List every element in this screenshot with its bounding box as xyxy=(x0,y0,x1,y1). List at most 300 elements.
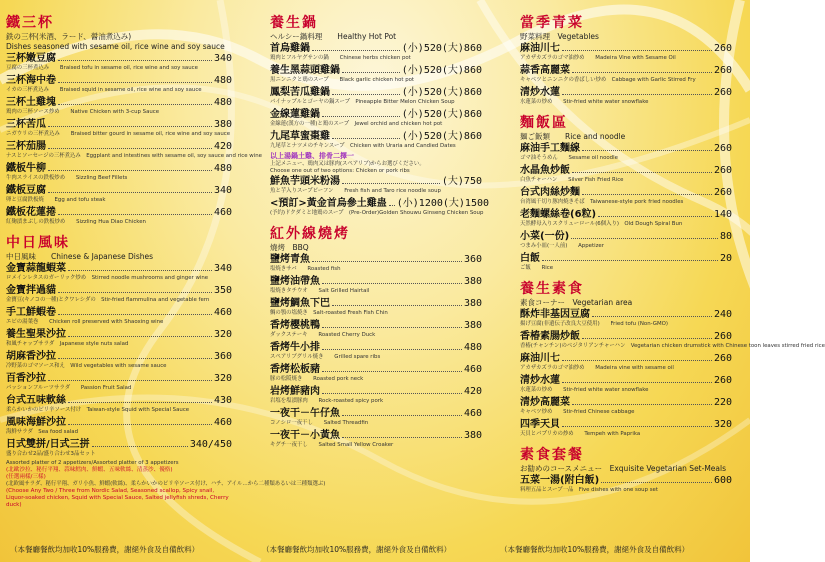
menu-item-name: 酥炸非基因豆腐 xyxy=(520,309,590,320)
menu-item-name: 三杯苦瓜 xyxy=(6,119,46,130)
menu-item-name: 五菜一湯(附白飯) xyxy=(520,475,600,486)
dot-leader xyxy=(68,424,212,425)
menu-item xyxy=(520,330,825,350)
dot-leader xyxy=(332,94,400,95)
menu-item-line xyxy=(6,74,232,87)
menu-item-description: ゴマ油そうめん Sesame oil noodle xyxy=(520,155,618,161)
menu-item-description: アカザカズラのゴマ油炒め Madeira vine with sesame oil xyxy=(520,365,674,371)
menu-item-name: 一夜干－午仔魚 xyxy=(270,408,340,419)
column-middle xyxy=(270,14,490,451)
menu-item-line xyxy=(270,64,482,77)
menu-item-price: 380 xyxy=(463,298,482,309)
section-title: 鐵三杯 xyxy=(6,15,54,31)
menu-item xyxy=(270,253,482,273)
menu-item-price: 340 xyxy=(213,263,232,274)
menu-item-description: イカの三杯煮込み Braised squid in sesame oil, rice wine and soy sauce xyxy=(6,87,202,93)
menu-item-line xyxy=(520,64,732,77)
dot-leader xyxy=(48,380,212,381)
menu-item-description: 豆腐の三杯煮込み Braised tofu in sesame oil, rice wine and soy sauce xyxy=(6,65,198,71)
menu-item-price: 320 xyxy=(213,373,232,384)
menu-item-description: 塩焼きタチウオ Salt Grilled Hairtail xyxy=(270,288,370,294)
section-title: 養生鍋 xyxy=(270,15,318,31)
section-healthy-hotpot xyxy=(270,14,490,217)
menu-item-line xyxy=(270,108,482,121)
dot-leader xyxy=(572,404,712,405)
menu-item-description: 豚の松阪焼き Roasted pork neck xyxy=(270,376,364,382)
menu-item-price: 380 xyxy=(463,276,482,287)
menu-item-price: 600 xyxy=(713,475,732,486)
menu-item xyxy=(6,52,232,72)
menu-item-price: (大)750 xyxy=(441,176,482,187)
menu-item-price: 460 xyxy=(463,408,482,419)
menu-item-price: (小)520(大)860 xyxy=(401,65,482,76)
menu-item-description: コノシロ一夜干し Salted Threadfin xyxy=(270,420,369,426)
menu-item-price: 260 xyxy=(713,165,732,176)
menu-item-description: 鯛の顎の塩焼き Salt-roasted Fresh Fish Chin xyxy=(270,310,388,316)
menu-item xyxy=(520,208,732,228)
menu-item-description: ニガウリの三杯煮込み Braised bitter gourd in sesame oil, rice wine and soy sauce xyxy=(6,131,231,137)
dot-leader xyxy=(312,261,462,262)
menu-item-name: 麻油手工麵線 xyxy=(520,143,580,154)
menu-item-price: 480 xyxy=(213,163,232,174)
dot-leader xyxy=(322,283,462,284)
menu-item-price: 320 xyxy=(213,329,232,340)
menu-item xyxy=(270,407,482,427)
menu-item-name: 一夜干－小黃魚 xyxy=(270,430,340,441)
menu-item-line xyxy=(6,118,232,131)
menu-item-name: 台式五味軟絲 xyxy=(6,395,66,406)
menu-item-name: 鐵板牛柳 xyxy=(6,163,46,174)
menu-item xyxy=(520,252,732,272)
menu-item-description: 卵と豆腐鉄板焼 Egg and tofu steak xyxy=(6,197,106,203)
hotpot-note-jp: 上記メニュー、鶏肉又は豚肉(スペアリブ)からお選びください。 xyxy=(270,161,425,167)
menu-item xyxy=(520,142,732,162)
menu-item-name: 鐵板豆腐 xyxy=(6,185,46,196)
menu-item-name: 麻油川七 xyxy=(520,43,560,54)
menu-item-price: 260 xyxy=(713,43,732,54)
dot-leader xyxy=(58,314,212,315)
menu-item-name: 鹽烤青魚 xyxy=(270,254,310,265)
menu-item-price: 340/450 xyxy=(189,439,232,450)
section-infrared-bbq xyxy=(270,225,482,449)
menu-item-price: 260 xyxy=(713,187,732,198)
menu-item-price: 260 xyxy=(713,375,732,386)
menu-item-line xyxy=(6,416,232,429)
menu-item-line xyxy=(270,407,482,420)
menu-item xyxy=(520,418,732,438)
menu-item xyxy=(520,164,732,184)
dot-leader xyxy=(572,72,712,73)
menu-item-line xyxy=(6,306,232,319)
menu-item xyxy=(270,130,482,150)
dot-leader xyxy=(58,82,212,83)
menu-item-price: 350 xyxy=(213,285,232,296)
menu-item-price: (小)520(大)860 xyxy=(401,131,482,142)
dot-leader xyxy=(598,216,712,217)
section-seasonal-vegetables xyxy=(520,14,732,106)
menu-item-name: 鹽烤油帶魚 xyxy=(270,276,320,287)
dot-leader xyxy=(582,194,712,195)
section-subtitle: 素食コーナー Vegetarian area xyxy=(520,298,633,307)
dot-leader xyxy=(48,148,212,149)
dot-leader xyxy=(332,305,462,306)
menu-item-description: 揚げ豆腐(非遺伝子改良大豆使用) Fried tofu (Non-GMO) xyxy=(520,321,668,327)
section-subtitle: 燒烤 BBQ xyxy=(270,243,309,252)
menu-item-line xyxy=(270,319,482,332)
menu-item-line xyxy=(6,162,232,175)
menu-item xyxy=(520,186,732,206)
menu-item-price: 380 xyxy=(213,119,232,130)
platter-choose-zh: (任選兩樣/三樣) xyxy=(6,474,46,480)
menu-item xyxy=(6,184,232,204)
dot-leader xyxy=(342,183,440,184)
menu-item xyxy=(520,374,732,394)
dot-leader xyxy=(58,358,212,359)
menu-item xyxy=(270,341,482,361)
menu-item-name: 小菜(一份) xyxy=(520,231,570,242)
menu-item-line xyxy=(6,372,232,385)
menu-item xyxy=(6,74,232,94)
menu-item-price: 360 xyxy=(213,351,232,362)
menu-item-description: 金寶豆(キノコの一種)とクワレシダの Stir-fried flammulina and vegetable fern xyxy=(6,297,210,303)
dot-leader xyxy=(542,260,718,261)
menu-item xyxy=(270,175,482,195)
menu-item xyxy=(270,197,490,217)
menu-item-price: 240 xyxy=(713,309,732,320)
menu-item-description: 香椿(チャンチン)のベジタリアンチャーハン Vegetarian chicken drumstick with Chinese toon leaves stirred fried rice xyxy=(520,343,825,349)
menu-item-description: キグチ一夜干し Salted Small Yellow Croaker xyxy=(270,442,394,448)
dot-leader xyxy=(322,327,462,328)
menu-item-name: 養生聖果沙拉 xyxy=(6,329,66,340)
menu-item-description: 天貝とパプリカの炒め Tempeh with Paprika xyxy=(520,431,641,437)
menu-item-name: <預訂>黃金首烏參土雞蛊 xyxy=(270,198,387,209)
menu-item xyxy=(6,118,232,138)
menu-item-price: 420 xyxy=(463,386,482,397)
dot-leader xyxy=(58,104,212,105)
menu-item-line xyxy=(270,175,482,188)
menu-item-name: 香烤松板豬 xyxy=(270,364,320,375)
menu-item-description: 和風チャップサラダ Japanese style nuts salad xyxy=(6,341,129,347)
menu-item-line xyxy=(520,396,732,409)
menu-item xyxy=(6,96,232,116)
platter-options-zh: (北歐沙拉、秘行平翔、蒜味鱈肉、鮮蝦、五味軟絲、清蒸沙、優格) xyxy=(6,467,173,473)
menu-item-description: アカザカズラのゴマ油炒め Madeira Vine with Sesame Oil xyxy=(520,55,676,61)
section-title: 素食套餐 xyxy=(520,447,584,463)
menu-item xyxy=(6,206,232,226)
menu-item-name: 百香沙拉 xyxy=(6,373,46,384)
menu-item-name: 胡麻香沙拉 xyxy=(6,351,56,362)
section-title: 紅外線燒烤 xyxy=(270,226,350,242)
dot-leader xyxy=(58,214,212,215)
menu-item-line xyxy=(270,197,490,210)
section-subtitle: 野菜料理 Vegetables xyxy=(520,32,599,41)
menu-item-name: 香椿素腸炒飯 xyxy=(520,331,580,342)
menu-item-description: つまみ小皿(一人前) Appetizer xyxy=(520,243,604,249)
menu-item xyxy=(520,64,732,84)
menu-item-description: 料理五品とスープ一品 Five dishes with one soup set xyxy=(520,487,658,493)
section-vegetarian-set xyxy=(520,446,732,494)
menu-item-price: 340 xyxy=(213,185,232,196)
menu-item-line xyxy=(270,429,482,442)
menu-item-line xyxy=(270,363,482,376)
dot-leader xyxy=(322,393,462,394)
menu-item xyxy=(6,372,232,392)
menu-item-name: 養生黑蒜頭雞鍋 xyxy=(270,65,340,76)
menu-item-description: 水蓮菜の炒め Stir-fried white water snowflake xyxy=(520,387,649,393)
menu-item-description: ロメインレタスのガーリック炒め Stirred noodle mushrooms and ginger wine xyxy=(6,275,209,281)
menu-item-name: 台式肉絲炒麵 xyxy=(520,187,580,198)
section-title: 當季青菜 xyxy=(520,15,584,31)
menu-item-line xyxy=(6,52,232,65)
menu-item-price: 320 xyxy=(713,419,732,430)
menu-item-name: 鹽烤鯛魚下巴 xyxy=(270,298,330,309)
section-subtitle: 麺ご飯類 Rice and noodle xyxy=(520,132,626,141)
dot-leader xyxy=(562,360,712,361)
menu-item xyxy=(520,86,732,106)
menu-item-description: ご飯 Rice xyxy=(520,265,554,271)
menu-item-price: (小)520(大)860 xyxy=(401,87,482,98)
menu-item-line xyxy=(520,252,732,265)
menu-item-description: 魚と芋入りスープビーフン Fresh fish and Taro rice noodle soup xyxy=(270,188,441,194)
column-right xyxy=(520,14,825,496)
hotpot-note-en: Choose one out of two options: Chicken or pork ribs xyxy=(270,168,410,174)
dot-leader xyxy=(572,172,712,173)
dot-leader xyxy=(562,50,712,51)
menu-item-price: 20 xyxy=(719,253,732,264)
platter-note-en: Assorted platter of 2 appetizers/Assorted platter of 3 appetizers xyxy=(6,460,179,466)
menu-item-name: 三杯海中卷 xyxy=(6,75,56,86)
menu-item-description: 鶏肉の三杯ソース炒め Native Chicken with 3-cup Sauce xyxy=(6,109,160,115)
hotpot-note-zh: 以上湯鍋土雞、排骨二擇一 xyxy=(270,152,354,160)
menu-item xyxy=(270,429,482,449)
menu-item-name: 鮮魚芋頭米粉湯 xyxy=(270,176,340,187)
menu-item-price: (小)520(大)860 xyxy=(401,109,482,120)
dot-leader xyxy=(582,338,712,339)
menu-item-line xyxy=(520,352,732,365)
menu-item-price: (小)520(大)860 xyxy=(401,43,482,54)
menu-item xyxy=(6,162,232,182)
menu-item-line xyxy=(6,140,232,153)
menu-item xyxy=(270,385,482,405)
menu-item-price: 340 xyxy=(213,53,232,64)
menu-item-line xyxy=(270,297,482,310)
menu-item-price: 460 xyxy=(463,364,482,375)
footer-note-left: （本餐廳餐飲均加收10%服務費，謝絕外食及自備飲料） xyxy=(10,545,200,554)
menu-item-description: 台湾風千切り豚肉焼きそば Taiwanese-style pork fried noodles xyxy=(520,199,684,205)
menu-item xyxy=(270,108,482,128)
menu-item-name: 金寶蒜龍蝦菜 xyxy=(6,263,66,274)
menu-item-price: 360 xyxy=(463,254,482,265)
footer-note-middle: （本餐廳餐飲均加收10%服務費，謝絕外食及自備飲料） xyxy=(262,545,452,554)
menu-item-name: 四季天貝 xyxy=(520,419,560,430)
section-title: 麵飯區 xyxy=(520,115,568,131)
dot-leader xyxy=(68,270,212,271)
menu-item-description: スペアリブグリル焼き Grilled spare ribs xyxy=(270,354,381,360)
menu-item xyxy=(270,42,482,62)
section-title: 中日風味 xyxy=(6,235,70,251)
menu-item-line xyxy=(270,42,482,55)
section-noodles-rice xyxy=(520,114,732,272)
menu-item-description: パッションフルーツサラダ Passion Fruit Salad xyxy=(6,385,132,391)
menu-item-price: 140 xyxy=(713,209,732,220)
dot-leader xyxy=(322,349,462,350)
dot-leader xyxy=(592,316,712,317)
menu-item-line xyxy=(520,164,732,177)
menu-item-line xyxy=(6,350,232,363)
menu-item-description: 紅麹漬まぶしの鉄板炒め Sizzling Hua Diao Chicken xyxy=(6,219,146,225)
dot-leader xyxy=(322,371,462,372)
dot-leader xyxy=(58,292,212,293)
menu-item xyxy=(270,297,482,317)
section-subtitle: 中日風味 Chinese & Japanese Dishes xyxy=(6,252,154,261)
menu-item-line xyxy=(6,206,232,219)
menu-item-name: 金寶拌過貓 xyxy=(6,285,56,296)
menu-item-name: 香烤牛小排 xyxy=(270,342,320,353)
dot-leader xyxy=(92,446,188,447)
menu-item xyxy=(270,319,482,339)
menu-item xyxy=(520,42,732,62)
platter-options-jp: (北欧風サラダ、秘行平翔、ガリ小魚、鮮蝦(軟絲)、柔らかいかのピリ辛ソース付け、ハチ、アイル…から二種類あるいは三種類選ぶ) xyxy=(6,481,326,487)
menu-item-line xyxy=(270,385,482,398)
menu-item-name: 三杯土雞塊 xyxy=(6,97,56,108)
menu-item-price: 80 xyxy=(719,231,732,242)
menu-item-line xyxy=(6,394,232,407)
dot-leader xyxy=(571,238,718,239)
dot-leader xyxy=(342,415,462,416)
menu-item-description: 冷野菜のゴマソース和え Wild vegetables with sesame sauce xyxy=(6,363,167,369)
menu-item-line xyxy=(270,275,482,288)
menu-item-name: 鳳梨苦瓜雞鍋 xyxy=(270,87,330,98)
menu-item-description: 天然酵母入りスクリューロール(6個入り) Old Dough Spiral Bun xyxy=(520,221,683,227)
menu-item-description: 盛り合わせ2品/盛り合わせ3品セット xyxy=(6,451,96,457)
section-iron-three-cup xyxy=(6,14,262,226)
dot-leader xyxy=(562,94,712,95)
menu-item xyxy=(6,416,232,436)
menu-item-name: 三杯茄腸 xyxy=(6,141,46,152)
menu-item xyxy=(6,284,232,304)
section-subtitle-jp: 鉄の三杯(米酒、ラード、醤油煮込み) xyxy=(6,32,132,41)
menu-item-description: キャベツ炒め Stir-fried Chinese cabbage xyxy=(520,409,635,415)
menu-item xyxy=(6,262,232,282)
dot-leader xyxy=(312,50,400,51)
menu-item-name: 麻油川七 xyxy=(520,353,560,364)
menu-item-line xyxy=(270,86,482,99)
menu-item-description: 白魚チャーハン Silver Fish Fried Rice xyxy=(520,177,624,183)
menu-item-price: 460 xyxy=(213,417,232,428)
platter-options-en: (Choose Any Two / Three from Nordic Salad, Seasoned scallop, Spicy snail, Liquor-soaked chicken, Squid with Special Sauce, Salted jellyfish shreds, Cherry duck) xyxy=(6,488,229,508)
menu-item-name: 首烏雞鍋 xyxy=(270,43,310,54)
menu-item-line xyxy=(6,184,232,197)
menu-item-name: 蒜香高麗菜 xyxy=(520,65,570,76)
menu-item-name: 岩烤鮮豬肉 xyxy=(270,386,320,397)
menu-item-line xyxy=(520,42,732,55)
menu-item-price: 260 xyxy=(713,87,732,98)
menu-item-price: 380 xyxy=(463,320,482,331)
section-vegetarian xyxy=(520,280,825,438)
menu-item-price: 220 xyxy=(713,397,732,408)
menu-item-line xyxy=(520,186,732,199)
menu-item-description: 水蓮菜の炒め Stir-fried white water snowflake xyxy=(520,99,649,105)
menu-item-line xyxy=(520,330,732,343)
menu-item-line xyxy=(6,262,232,275)
menu-item xyxy=(6,328,232,348)
menu-item xyxy=(520,474,732,494)
menu-item-line xyxy=(6,328,232,341)
menu-item-price: 430 xyxy=(213,395,232,406)
menu-item-description: 岩塩を塩漬豚肉 Rock-roasted spicy pork xyxy=(270,398,384,404)
menu-item-description: ダックステーキ Roasted Cherry Duck xyxy=(270,332,376,338)
menu-item-name: 香烤櫻桃鴨 xyxy=(270,320,320,331)
menu-item-name: 清炒高麗菜 xyxy=(520,397,570,408)
menu-item-price: (小)1200(大)1500 xyxy=(396,198,490,209)
menu-item-price: 260 xyxy=(713,65,732,76)
menu-item-name: 清炒水蓮 xyxy=(520,375,560,386)
dot-leader xyxy=(68,402,212,403)
dot-leader xyxy=(48,192,212,193)
menu-item-line xyxy=(520,208,732,221)
menu-item-description: 海鮮サラダ Sea food salad xyxy=(6,429,79,435)
menu-item-name: 鐵板花蓮捲 xyxy=(6,207,56,218)
menu-item-line xyxy=(520,86,732,99)
menu-item-name: 金線蓮雞鍋 xyxy=(270,109,320,120)
menu-item xyxy=(6,140,262,160)
menu-item-description: 塩焼きサバ Roasted fish xyxy=(270,266,341,272)
dot-leader xyxy=(582,150,712,151)
menu-item-price: 480 xyxy=(213,97,232,108)
menu-item-description: 黒ニンニクと鶏のスープ Black garlic chicken hot pot xyxy=(270,77,415,83)
dot-leader xyxy=(322,116,400,117)
section-subtitle-en: Dishes seasoned with sesame oil, rice wine and soy sauce xyxy=(6,42,225,51)
menu-item-description: 九尾草とナツメのチキンスープ Chicken with Uraria and Candied Dates xyxy=(270,143,456,149)
menu-item xyxy=(6,350,232,370)
dot-leader xyxy=(48,170,212,171)
dot-leader xyxy=(389,205,395,206)
menu-item xyxy=(270,275,482,295)
menu-item-price: 460 xyxy=(213,207,232,218)
menu-item-line xyxy=(6,438,232,451)
menu-item-line xyxy=(520,374,732,387)
menu-item-line xyxy=(270,341,482,354)
menu-item-line xyxy=(520,308,732,321)
menu-item-name: 清炒水蓮 xyxy=(520,87,560,98)
menu-item xyxy=(270,363,482,383)
menu-item-name: 三杯嫩豆腐 xyxy=(6,53,56,64)
dot-leader xyxy=(332,138,400,139)
menu-item-price: 260 xyxy=(713,353,732,364)
menu-item-line xyxy=(520,474,732,487)
menu-item-line xyxy=(270,253,482,266)
section-subtitle: お勧めのコースメニュー Exquisite Vegetarian Set-Meals xyxy=(520,464,726,473)
menu-item-description: エビの湯葉巻 Chicken roll preserved with Shaoxing wine xyxy=(6,319,164,325)
dot-leader xyxy=(601,482,712,483)
menu-item-description: ナスとソーセージの三杯煮込み Eggplant and intestines with sesame oil, soy sauce and rice wine xyxy=(6,153,262,159)
menu-item-line xyxy=(6,96,232,109)
menu-item-price: 480 xyxy=(463,342,482,353)
footer-note-right: （本餐廳餐飲均加收10%服務費，謝絕外食及自備飲料） xyxy=(500,545,690,554)
menu-item xyxy=(520,230,732,250)
dot-leader xyxy=(342,72,400,73)
dot-leader xyxy=(58,60,212,61)
dot-leader xyxy=(562,426,712,427)
menu-item-line xyxy=(270,130,482,143)
menu-item-description: 牛肉スライスの鉄板炒め Sizzling Beef Fillets xyxy=(6,175,128,181)
menu-item-price: 380 xyxy=(463,430,482,441)
menu-item-description: パイナップルとゴーヤの鍋スープ Pineapple Bitter Melon Chicken Soup xyxy=(270,99,455,105)
section-subtitle: ヘルシー鍋料理 Healthy Hot Pot xyxy=(270,32,397,41)
menu-item-description: 鶏肉とフルヤグサンの鍋 Chinese herbs chicken pot xyxy=(270,55,411,61)
menu-item xyxy=(520,308,732,328)
section-title: 養生素食 xyxy=(520,281,584,297)
